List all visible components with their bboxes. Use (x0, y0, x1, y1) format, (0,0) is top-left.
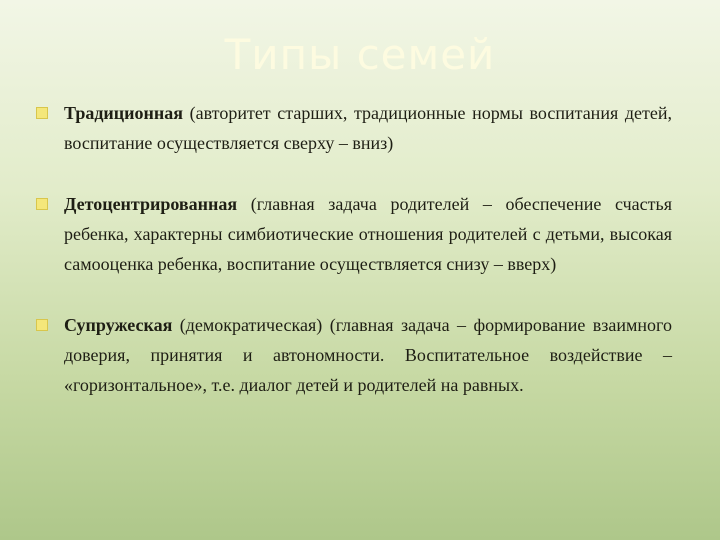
bullet-item-traditional (36, 98, 672, 158)
bullet-term: Супружеская (64, 315, 173, 335)
bullet-item-child-centered (36, 189, 672, 279)
bullet-term: Детоцентрированная (64, 194, 238, 214)
bullet-text: (авторитет старших, традиционные нормы воспитания детей, воспитание осуществляется сверху – вниз) (64, 103, 672, 153)
slide-title: Типы семей (224, 30, 496, 79)
square-bullet-icon (36, 107, 48, 119)
bullet-list (36, 98, 672, 431)
bullet-term: Традиционная (64, 103, 184, 123)
bullet-text: (демократическая) (главная задача – формирование взаимного доверия, принятия и автономности. Воспитательное воздействие – «горизонтальное», т.е. диалог детей и родителей на равных. (64, 315, 672, 395)
square-bullet-icon (36, 198, 48, 210)
bullet-item-marital (36, 310, 672, 400)
bullet-text: (главная задача родителей – обеспечение счастья ребенка, характерны симбиотические отношения родителей с детьми, высокая самооценка ребенка, воспитание осуществляется снизу – вверх) (64, 194, 672, 274)
square-bullet-icon (36, 319, 48, 331)
